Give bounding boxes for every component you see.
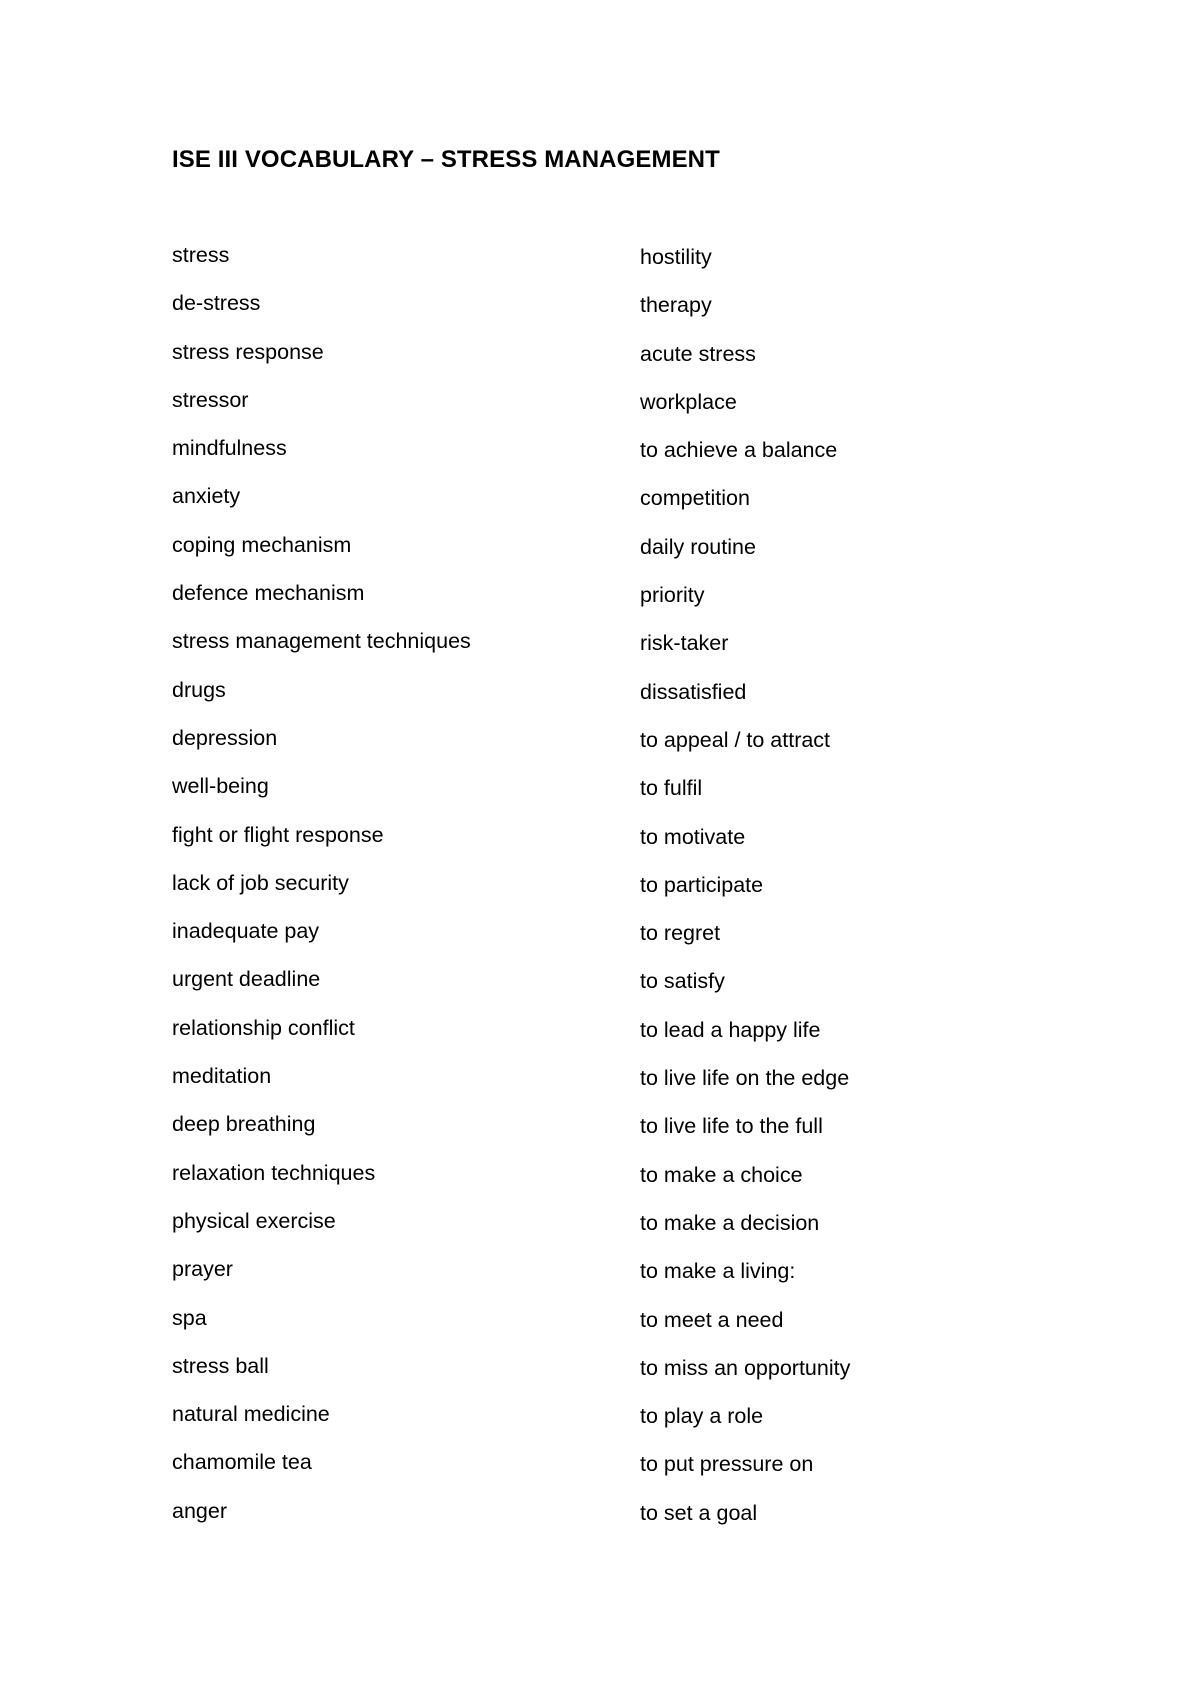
vocabulary-term: to live life to the full xyxy=(640,1114,823,1139)
vocabulary-term: to achieve a balance xyxy=(640,438,838,463)
vocabulary-term: anger xyxy=(172,1498,227,1523)
vocabulary-term: risk-taker xyxy=(640,631,729,656)
vocabulary-term: hostility xyxy=(640,245,712,269)
vocabulary-term: de-stress xyxy=(172,291,261,316)
vocabulary-term: to live life on the edge xyxy=(640,1066,850,1091)
vocabulary-term: to meet a need xyxy=(640,1307,784,1332)
vocabulary-term: prayer xyxy=(172,1257,233,1282)
vocabulary-term: chamomile tea xyxy=(172,1450,312,1475)
vocabulary-term: priority xyxy=(640,583,705,608)
vocabulary-term: to motivate xyxy=(640,824,746,849)
vocabulary-term: drugs xyxy=(172,677,226,702)
vocabulary-term: stress ball xyxy=(172,1353,269,1378)
vocabulary-term: mindfulness xyxy=(172,436,287,461)
vocabulary-term: anxiety xyxy=(172,484,241,509)
vocabulary-term: to put pressure on xyxy=(640,1452,814,1477)
vocabulary-term: deep breathing xyxy=(172,1112,316,1137)
vocabulary-term: relaxation techniques xyxy=(172,1160,376,1185)
vocabulary-term: acute stress xyxy=(640,341,756,366)
vocabulary-term: to satisfy xyxy=(640,969,725,994)
vocabulary-term: fight or flight response xyxy=(172,822,384,847)
vocabulary-term: stressor xyxy=(172,387,249,412)
vocabulary-term: lack of job security xyxy=(172,870,349,895)
vocabulary-term: to regret xyxy=(640,921,721,946)
vocabulary-term: to lead a happy life xyxy=(640,1017,821,1042)
vocabulary-term: dissatisfied xyxy=(640,679,747,704)
page-title: ISE III VOCABULARY – STRESS MANAGEMENT xyxy=(172,146,720,173)
vocabulary-term: to set a goal xyxy=(640,1500,758,1525)
vocabulary-term: competition xyxy=(640,486,750,511)
vocabulary-term: well-being xyxy=(172,774,269,799)
vocabulary-term: physical exercise xyxy=(172,1208,336,1233)
vocabulary-term: relationship conflict xyxy=(172,1015,355,1040)
vocabulary-term: workplace xyxy=(640,389,737,414)
vocabulary-term: defence mechanism xyxy=(172,581,365,606)
vocabulary-term: natural medicine xyxy=(172,1402,330,1427)
vocabulary-term: stress xyxy=(172,243,230,267)
vocabulary-term: coping mechanism xyxy=(172,532,352,557)
vocabulary-term: depression xyxy=(172,725,278,750)
vocabulary-term: to make a choice xyxy=(640,1162,803,1187)
vocabulary-term: spa xyxy=(172,1305,207,1330)
vocabulary-term: to participate xyxy=(640,872,764,897)
vocabulary-term: therapy xyxy=(640,293,712,318)
vocabulary-term: to fulfil xyxy=(640,776,703,801)
vocabulary-term: to appeal / to attract xyxy=(640,727,831,752)
vocabulary-term: urgent deadline xyxy=(172,967,321,992)
vocabulary-term: to make a decision xyxy=(640,1210,820,1235)
vocabulary-list-left xyxy=(172,243,471,1547)
vocabulary-term: inadequate pay xyxy=(172,919,320,944)
vocabulary-term: to miss an opportunity xyxy=(640,1355,851,1380)
vocabulary-term: to play a role xyxy=(640,1404,764,1429)
vocabulary-term: meditation xyxy=(172,1064,272,1089)
vocabulary-list-right xyxy=(640,245,850,1549)
vocabulary-term: daily routine xyxy=(640,534,756,559)
vocabulary-term: to make a living: xyxy=(640,1259,796,1284)
vocabulary-term: stress management techniques xyxy=(172,629,471,654)
vocabulary-term: stress response xyxy=(172,339,324,364)
